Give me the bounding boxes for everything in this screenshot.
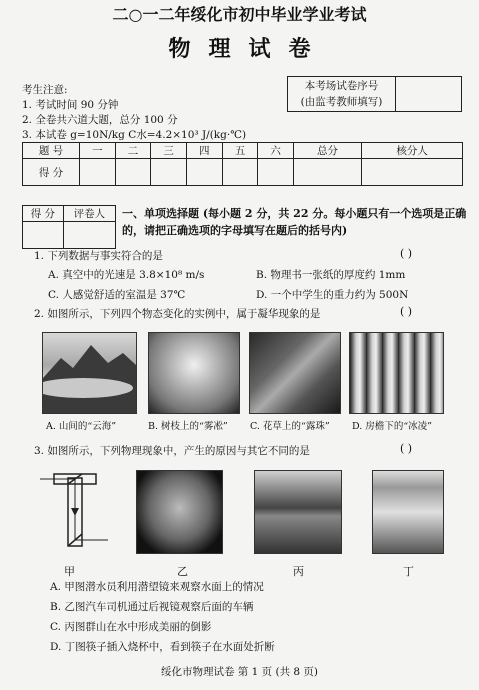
exam-title: 二○一二年绥化市初中毕业学业考试 bbox=[112, 5, 367, 24]
score-cell[interactable] bbox=[293, 159, 361, 186]
score-cell[interactable] bbox=[222, 159, 258, 186]
grader-score-label: 得 分 bbox=[23, 206, 64, 222]
caption-b: B. 树枝上的“雾凇” bbox=[148, 421, 228, 432]
score-cell[interactable] bbox=[258, 159, 294, 186]
option-d: D. 丁图筷子插入烧杯中，看到筷子在水面处折断 bbox=[50, 641, 275, 653]
grader-score-cell[interactable] bbox=[23, 222, 64, 249]
note-item: 3. 本试卷 g=10N/kg C水=4.2×10³ J/(kg·℃) bbox=[22, 129, 247, 141]
option-c: C. 人感觉舒适的室温是 37℃ bbox=[48, 289, 186, 301]
mountain-reflection-photo bbox=[254, 470, 342, 554]
grader-table bbox=[22, 205, 116, 249]
score-header-cell: 三 bbox=[151, 143, 187, 159]
periscope-diagram bbox=[40, 468, 115, 553]
caption-bing: 丙 bbox=[293, 565, 304, 578]
caption-a: A. 山间的“云海” bbox=[46, 421, 117, 432]
caption-c: C. 花草上的“露珠” bbox=[250, 421, 330, 432]
score-cell[interactable] bbox=[151, 159, 187, 186]
grader-name-cell[interactable] bbox=[63, 222, 115, 249]
seat-number-box bbox=[287, 76, 462, 112]
cloud-sea-photo bbox=[42, 332, 137, 414]
chopsticks-photo bbox=[372, 470, 444, 554]
score-header-cell: 一 bbox=[80, 143, 116, 159]
option-b: B. 物理书一张纸的厚度约 1mm bbox=[256, 269, 406, 281]
section-heading: 一、单项选择题 (每小题 2 分，共 22 分。每小题只有一个选项是正确的，请把正确选项的字母填写在题后的括号内) bbox=[122, 207, 467, 237]
score-header-cell: 六 bbox=[258, 143, 294, 159]
option-a: A. 甲图潜水员利用潜望镜来观察水面上的情况 bbox=[50, 581, 264, 593]
notes-heading: 考生注意: bbox=[22, 84, 68, 96]
caption-yi: 乙 bbox=[177, 565, 188, 578]
score-cell[interactable] bbox=[362, 159, 463, 186]
answer-paren[interactable]: ( ) bbox=[400, 305, 413, 318]
grader-name-label: 评卷人 bbox=[63, 206, 115, 222]
question-1-stem: 1. 下列数据与事实符合的是 bbox=[34, 250, 163, 262]
note-item: 2. 全卷共六道大题，总分 100 分 bbox=[22, 114, 178, 126]
subject-title: 物理试卷 bbox=[168, 36, 329, 62]
rear-mirror-photo bbox=[136, 470, 223, 554]
seat-number-label bbox=[288, 77, 396, 111]
option-c: C. 丙图群山在水中形成美丽的倒影 bbox=[50, 621, 212, 633]
score-header-cell: 题 号 bbox=[23, 143, 80, 159]
score-cell[interactable] bbox=[186, 159, 222, 186]
note-item: 1. 考试时间 90 分钟 bbox=[22, 99, 119, 111]
score-header-cell: 二 bbox=[115, 143, 151, 159]
score-header-cell: 五 bbox=[222, 143, 258, 159]
seat-label-line1: 本考场试卷序号 bbox=[304, 80, 379, 92]
score-header-cell: 核分人 bbox=[362, 143, 463, 159]
score-row-label: 得 分 bbox=[23, 159, 80, 186]
score-table bbox=[22, 142, 463, 186]
page-footer: 绥化市物理试卷 第 1 页 (共 8 页) bbox=[160, 666, 319, 678]
caption-jia: 甲 bbox=[64, 565, 75, 578]
caption-d: D. 房檐下的“冰凌” bbox=[352, 421, 433, 432]
answer-paren[interactable]: ( ) bbox=[400, 442, 413, 455]
answer-paren[interactable]: ( ) bbox=[400, 247, 413, 260]
score-header-cell: 总分 bbox=[293, 143, 361, 159]
score-cell[interactable] bbox=[80, 159, 116, 186]
candidate-notes bbox=[22, 83, 246, 143]
icicle-photo bbox=[349, 332, 444, 414]
score-cell[interactable] bbox=[115, 159, 151, 186]
caption-ding: 丁 bbox=[403, 565, 414, 578]
dew-photo bbox=[249, 332, 341, 414]
score-header-cell: 四 bbox=[186, 143, 222, 159]
option-d: D. 一个中学生的重力约为 500N bbox=[256, 289, 409, 301]
seat-label-line2: (由监考教师填写) bbox=[300, 96, 383, 108]
option-a: A. 真空中的光速是 3.8×10⁸ m/s bbox=[48, 269, 205, 281]
rime-photo bbox=[148, 332, 240, 414]
mountain-shape bbox=[43, 333, 136, 413]
question-2-stem: 2. 如图所示，下列四个物态变化的实例中，属于凝华现象的是 bbox=[34, 308, 321, 320]
question-3-stem: 3. 如图所示，下列物理现象中，产生的原因与其它不同的是 bbox=[34, 445, 310, 457]
option-b: B. 乙图汽车司机通过后视镜观察后面的车辆 bbox=[50, 601, 254, 613]
